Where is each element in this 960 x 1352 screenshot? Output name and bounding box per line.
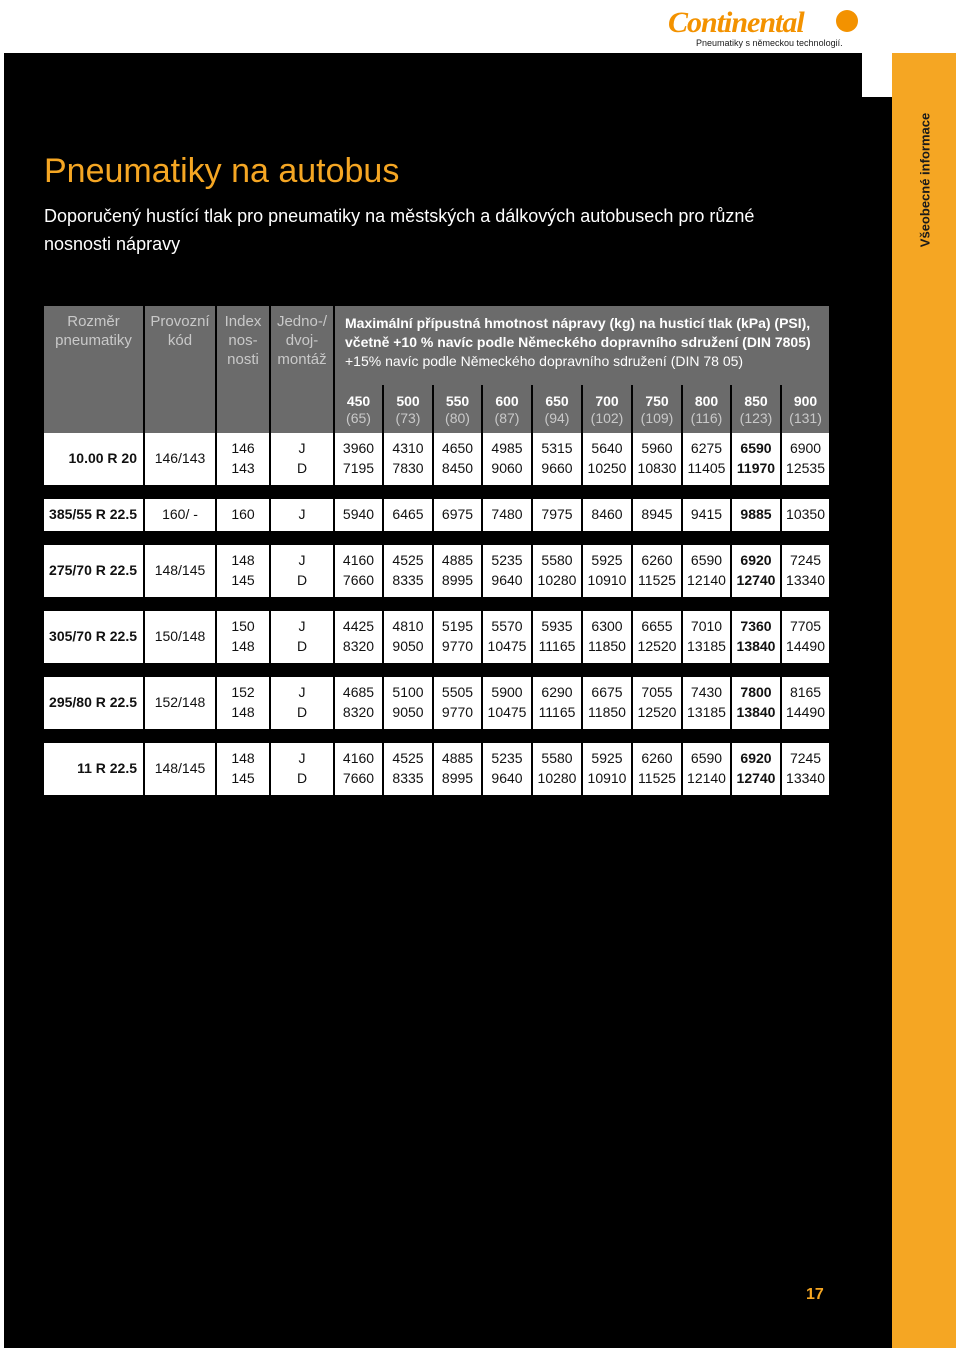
service-code: [144, 611, 216, 663]
table-row: [44, 499, 830, 531]
load-cell: [433, 611, 482, 663]
load-index: [216, 743, 270, 795]
load-cell-value: 9640: [491, 572, 523, 588]
load-cell-value: 8335: [392, 572, 424, 588]
header-load-line1: Maximální přípustná hmotnost nápravy (kg) na husticí tlak (kPa) (PSI),: [345, 315, 811, 331]
mount-type-value: J: [298, 750, 306, 766]
load-cell: [682, 611, 731, 663]
load-cell-value: 6920: [740, 552, 772, 568]
load-cell-value: 5960: [641, 440, 673, 456]
load-cell-value: 7800: [740, 684, 772, 700]
load-cell: [632, 433, 682, 485]
load-cell-value: 4310: [392, 440, 424, 456]
pressure-kpa: 900: [793, 393, 818, 409]
load-cell-value: 4160: [342, 750, 375, 766]
pressure-kpa: 500: [396, 393, 420, 409]
load-cell: [532, 433, 582, 485]
mount-type: [270, 743, 334, 795]
load-cell-value: 7195: [342, 460, 375, 476]
load-cell: [482, 743, 532, 795]
load-cell-value: 9050: [392, 638, 424, 654]
load-cell-value: 5580: [541, 552, 573, 568]
load-cell: [532, 611, 582, 663]
pressure-header: [682, 385, 731, 433]
side-strip: [862, 97, 892, 1348]
load-cell: [383, 545, 433, 597]
service-code-value: 152/148: [154, 694, 206, 710]
mount-type-value: J: [298, 440, 306, 456]
mount-type-value: D: [296, 770, 308, 786]
service-code: [144, 677, 216, 729]
load-cell: [781, 433, 830, 485]
header-load-line2: včetně +10 % navíc podle Německého dopravního sdružení (DIN 7805): [345, 334, 811, 350]
load-cell: [731, 545, 781, 597]
mount-type-value: J: [298, 552, 306, 568]
table-row: [44, 611, 830, 663]
load-cell: [582, 677, 632, 729]
load-cell-value: 7010: [690, 618, 723, 634]
header-load-line3: +15% navíc podle Německého dopravního sdružení (DIN 78 05): [345, 353, 744, 369]
load-cell-value: 13840: [736, 704, 776, 720]
service-code-value: 148/145: [154, 760, 206, 776]
load-cell-value: 6975: [441, 506, 474, 522]
load-index-value: 146: [231, 440, 255, 456]
load-cell: [682, 499, 731, 531]
mount-type-value: J: [298, 618, 306, 634]
load-cell-value: 6675: [591, 684, 623, 700]
service-code: [144, 499, 216, 531]
load-cell-value: 9640: [491, 770, 523, 786]
load-index-value: 145: [231, 770, 255, 786]
load-cell: [334, 677, 383, 729]
load-cell: [781, 545, 830, 597]
load-cell-value: 8165: [789, 684, 822, 700]
pressure-psi: (109): [640, 410, 674, 426]
load-cell-value: 12520: [637, 704, 677, 720]
load-cell-value: 9050: [392, 704, 424, 720]
pressure-psi: (80): [445, 410, 470, 426]
load-cell-value: 4685: [342, 684, 375, 700]
load-cell-value: 7430: [690, 684, 723, 700]
load-cell-value: 8945: [641, 506, 673, 522]
load-cell-value: 11970: [736, 460, 776, 476]
mount-type-value: D: [296, 704, 308, 720]
load-cell: [482, 499, 532, 531]
service-code: [144, 743, 216, 795]
load-cell: [582, 433, 632, 485]
page-subtitle: Doporučený hustící tlak pro pneumatiky na městských a dálkových autobusech pro různé nosnosti nápravy: [44, 206, 755, 254]
load-cell: [682, 677, 731, 729]
load-cell-value: 4650: [441, 440, 474, 456]
load-cell-value: 5925: [591, 552, 623, 568]
header-index: Index nos- nosti: [216, 306, 270, 433]
load-cell-value: 11165: [538, 704, 576, 720]
tire-size: [44, 499, 144, 531]
load-cell: [682, 743, 731, 795]
pressure-psi: (123): [739, 410, 773, 426]
tire-size-value: 275/70 R 22.5: [49, 562, 137, 578]
load-cell-value: 5235: [491, 750, 523, 766]
load-cell-value: 7975: [541, 506, 573, 522]
load-index-value: 150: [231, 618, 255, 634]
load-cell-value: 10475: [487, 704, 527, 720]
load-cell: [482, 545, 532, 597]
mount-type-value: J: [298, 506, 306, 522]
pressure-psi: (102): [590, 410, 624, 426]
tire-size: [44, 545, 144, 597]
pressure-kpa: 650: [545, 393, 569, 409]
load-cell-value: 13340: [786, 770, 825, 786]
pressure-kpa: 700: [595, 393, 619, 409]
table-row: [44, 677, 830, 729]
load-cell-value: 7660: [342, 572, 375, 588]
load-cell-value: 6300: [591, 618, 623, 634]
load-cell-value: 9060: [491, 460, 523, 476]
tire-size-value: 10.00 R 20: [68, 450, 137, 466]
pressure-psi: (94): [544, 410, 570, 426]
tire-size: [44, 611, 144, 663]
load-cell: [383, 743, 433, 795]
load-index-value: 143: [231, 460, 255, 476]
load-cell: [383, 611, 433, 663]
load-index: [216, 433, 270, 485]
load-cell-value: 10280: [537, 572, 577, 588]
load-cell-value: 5235: [491, 552, 523, 568]
load-cell: [482, 611, 532, 663]
load-cell-value: 5640: [591, 440, 623, 456]
load-cell-value: 6290: [541, 684, 573, 700]
load-cell-value: 11525: [638, 572, 676, 588]
load-cell-value: 9770: [441, 638, 474, 654]
service-code-value: 148/145: [154, 562, 206, 578]
load-cell: [632, 743, 682, 795]
pressure-kpa: 750: [645, 393, 669, 409]
load-cell-value: 4425: [342, 618, 375, 634]
load-cell-value: 9660: [541, 460, 573, 476]
load-cell: [731, 743, 781, 795]
table-row: [44, 743, 830, 795]
load-cell: [433, 499, 482, 531]
load-index-value: 145: [231, 572, 255, 588]
load-cell-value: 14490: [786, 638, 825, 654]
load-cell-value: 5580: [541, 750, 573, 766]
load-cell: [582, 545, 632, 597]
load-cell: [383, 499, 433, 531]
pressure-kpa: 600: [495, 393, 519, 409]
load-cell-value: 7660: [342, 770, 375, 786]
tire-size: [44, 677, 144, 729]
load-cell-value: 10910: [587, 572, 627, 588]
load-cell-value: 7055: [641, 684, 673, 700]
load-cell: [781, 499, 830, 531]
load-cell-value: 8460: [591, 506, 623, 522]
load-cell: [632, 545, 682, 597]
load-cell-value: 7245: [789, 750, 822, 766]
load-cell-value: 8335: [392, 770, 424, 786]
load-cell-value: 9885: [740, 506, 772, 522]
mount-type-value: D: [296, 572, 308, 588]
pressure-psi: (131): [789, 410, 822, 426]
load-cell: [781, 677, 830, 729]
load-index-value: 148: [231, 552, 255, 568]
header-size: Rozměr pneumatiky: [44, 306, 144, 433]
load-cell-value: 6590: [740, 440, 772, 456]
load-cell-value: 12140: [687, 572, 726, 588]
load-cell-value: 14490: [786, 704, 825, 720]
load-cell-value: 10250: [587, 460, 627, 476]
load-cell-value: 5925: [591, 750, 623, 766]
load-cell-value: 8995: [441, 770, 474, 786]
load-cell-value: 7705: [789, 618, 822, 634]
pressure-header: [731, 385, 781, 433]
load-cell-value: 6655: [641, 618, 673, 634]
mount-type: [270, 545, 334, 597]
pressure-kpa: 450: [346, 393, 371, 409]
load-cell: [334, 743, 383, 795]
mount-type-value: D: [296, 460, 308, 476]
load-cell: [632, 611, 682, 663]
load-index-value: 148: [231, 704, 255, 720]
load-cell-value: 12140: [687, 770, 726, 786]
load-cell: [781, 611, 830, 663]
load-cell: [482, 677, 532, 729]
table-row: [44, 545, 830, 597]
load-cell-value: 5940: [342, 506, 375, 522]
load-cell-value: 11850: [588, 638, 626, 654]
pressure-header: [532, 385, 582, 433]
brand-tagline: Pneumatiky s německou technologií.: [696, 38, 843, 48]
load-cell: [383, 433, 433, 485]
load-cell-value: 3960: [342, 440, 375, 456]
load-cell: [383, 677, 433, 729]
mount-type: [270, 677, 334, 729]
load-cell-value: 6590: [690, 750, 723, 766]
load-cell-value: 8450: [441, 460, 474, 476]
load-index: [216, 545, 270, 597]
load-cell-value: 12520: [637, 638, 677, 654]
pressure-header: [582, 385, 632, 433]
load-cell: [433, 433, 482, 485]
load-cell: [781, 743, 830, 795]
load-cell-value: 10475: [487, 638, 527, 654]
header-code: Provozní kód: [144, 306, 216, 433]
tire-size-value: 295/80 R 22.5: [49, 694, 137, 710]
pressure-kpa: 850: [744, 393, 768, 409]
header-mount: Jedno-/ dvoj- montáž: [270, 306, 334, 433]
service-code-value: 150/148: [154, 628, 206, 644]
load-cell-value: 5935: [541, 618, 573, 634]
load-cell-value: 11525: [638, 770, 676, 786]
load-cell: [334, 611, 383, 663]
tire-size-value: 385/55 R 22.5: [49, 506, 137, 522]
load-cell-value: 6465: [392, 506, 424, 522]
load-cell: [632, 499, 682, 531]
load-index-value: 152: [231, 684, 255, 700]
header-load: [334, 306, 830, 385]
load-cell-value: 6275: [690, 440, 723, 456]
load-index: [216, 611, 270, 663]
load-cell-value: 4885: [441, 552, 474, 568]
load-cell-value: 12740: [736, 770, 776, 786]
brand-logo: [664, 6, 864, 50]
pressure-header: [781, 385, 830, 433]
mount-type-value: J: [298, 684, 306, 700]
load-cell: [582, 611, 632, 663]
load-cell-value: 4985: [491, 440, 523, 456]
pressure-psi: (73): [395, 410, 421, 426]
load-cell-value: 8320: [342, 638, 375, 654]
load-cell-value: 5900: [491, 684, 523, 700]
load-cell-value: 4525: [392, 552, 424, 568]
load-cell: [731, 433, 781, 485]
load-index-value: 148: [231, 638, 255, 654]
load-cell-value: 6590: [690, 552, 723, 568]
load-cell: [731, 677, 781, 729]
load-cell-value: 4525: [392, 750, 424, 766]
load-cell-value: 12535: [786, 460, 825, 476]
load-cell: [632, 677, 682, 729]
load-index: [216, 677, 270, 729]
load-index: [216, 499, 270, 531]
load-cell-value: 5505: [441, 684, 474, 700]
load-cell-value: 5195: [441, 618, 474, 634]
horse-icon: [836, 10, 858, 32]
pressure-header: [482, 385, 532, 433]
load-cell-value: 7360: [740, 618, 772, 634]
brand-wordmark: Continental: [668, 6, 804, 39]
load-cell-value: 13185: [687, 704, 726, 720]
pressure-kpa: 800: [694, 393, 719, 409]
section-tab: [892, 53, 956, 1348]
load-index-value: 148: [231, 750, 255, 766]
load-cell: [532, 743, 582, 795]
load-cell-value: 10280: [537, 770, 577, 786]
tire-size: [44, 433, 144, 485]
load-cell-value: 13185: [687, 638, 726, 654]
load-cell: [532, 545, 582, 597]
table-row: [44, 433, 830, 485]
load-index-value: 160: [231, 506, 255, 522]
load-cell: [334, 499, 383, 531]
load-cell-value: 7830: [392, 460, 424, 476]
load-cell: [731, 499, 781, 531]
mount-type-value: D: [296, 638, 308, 654]
load-cell: [682, 545, 731, 597]
pressure-header: [433, 385, 482, 433]
load-cell-value: 7245: [789, 552, 822, 568]
load-cell-value: 6260: [641, 552, 673, 568]
section-label: Všeobecné informace: [917, 112, 933, 248]
page-title: Pneumatiky na autobus: [44, 152, 400, 190]
load-cell: [532, 677, 582, 729]
tire-size-value: 305/70 R 22.5: [49, 628, 137, 644]
load-cell-value: 10830: [637, 460, 677, 476]
pressure-header: [383, 385, 433, 433]
load-cell: [334, 433, 383, 485]
load-cell-value: 4810: [392, 618, 424, 634]
load-cell: [433, 743, 482, 795]
load-cell-value: 13340: [786, 572, 825, 588]
service-code: [144, 433, 216, 485]
load-cell-value: 11850: [588, 704, 626, 720]
load-cell: [482, 433, 532, 485]
load-cell: [532, 499, 582, 531]
load-cell-value: 10910: [587, 770, 627, 786]
load-cell: [433, 677, 482, 729]
service-code-value: 160/ -: [162, 506, 198, 522]
mount-type: [270, 611, 334, 663]
load-cell: [334, 545, 383, 597]
load-cell-value: 11165: [538, 638, 576, 654]
load-cell-value: 6920: [740, 750, 772, 766]
pressure-header: [334, 385, 383, 433]
load-cell-value: 6260: [641, 750, 673, 766]
load-cell-value: 4160: [342, 552, 375, 568]
tire-size: [44, 743, 144, 795]
load-cell: [682, 433, 731, 485]
load-cell-value: 5315: [541, 440, 573, 456]
service-code-value: 146/143: [154, 450, 206, 466]
load-cell-value: 6900: [789, 440, 822, 456]
pressure-psi: (116): [690, 410, 723, 426]
load-cell-value: 10350: [786, 506, 825, 522]
load-cell: [582, 499, 632, 531]
load-cell-value: 8320: [342, 704, 375, 720]
service-code: [144, 545, 216, 597]
load-cell-value: 9415: [690, 506, 723, 522]
load-cell-value: 7480: [491, 506, 523, 522]
tire-size-value: 11 R 22.5: [77, 760, 137, 776]
mount-type: [270, 499, 334, 531]
pressure-kpa: 550: [445, 393, 470, 409]
load-cell: [582, 743, 632, 795]
mount-type: [270, 433, 334, 485]
load-cell-value: 5100: [392, 684, 424, 700]
pressure-table: [44, 306, 831, 795]
load-cell-value: 5570: [491, 618, 523, 634]
load-cell-value: 13840: [736, 638, 776, 654]
load-cell-value: 11405: [687, 460, 726, 476]
load-cell-value: 4885: [441, 750, 474, 766]
load-cell-value: 12740: [736, 572, 776, 588]
load-cell-value: 8995: [441, 572, 474, 588]
load-cell: [731, 611, 781, 663]
pressure-psi: (87): [494, 410, 520, 426]
pressure-psi: (65): [346, 410, 371, 426]
page-number: 17: [806, 1286, 824, 1303]
load-cell-value: 9770: [441, 704, 474, 720]
pressure-header: [632, 385, 682, 433]
load-cell: [433, 545, 482, 597]
